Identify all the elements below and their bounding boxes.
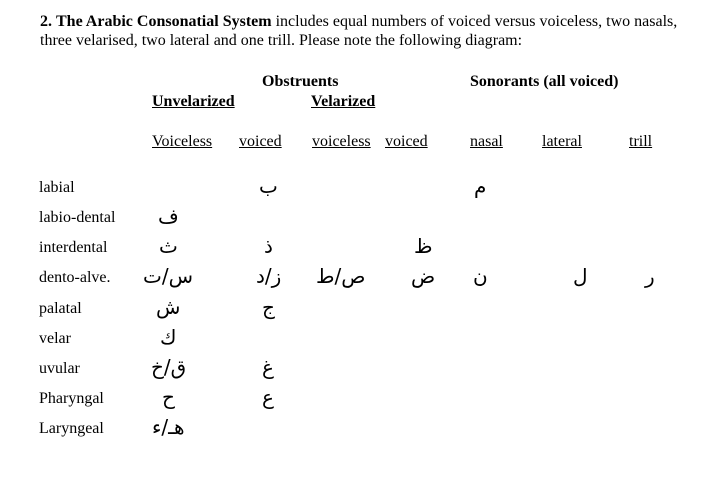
col-velarized-voiced: voiced [385,133,428,150]
letter-cell-voiceless: ش [156,295,181,319]
letter-cell-voiced: غ [262,355,274,379]
letter-cell-vel-voiceless: ص/ط [316,264,366,288]
letter-cell-nasal: م [474,174,487,198]
header-unvelarized: Unvelarized [152,93,235,110]
row-label: labial [39,179,75,196]
letter-cell-vel-voiced: ض [411,264,436,288]
intro-paragraph [40,12,680,50]
row-label: palatal [39,300,82,317]
letter-cell-voiced: ذ [264,234,273,258]
letter-cell-voiceless: ف [158,204,179,228]
row-label: labio-dental [39,209,116,226]
row-label: dento-alve. [39,269,111,286]
row-label: velar [39,330,71,347]
letter-cell-voiced: ع [262,385,274,409]
col-velarized-voiceless: voiceless [312,133,371,150]
letter-cell-vel-voiced: ظ [414,234,433,258]
letter-cell-voiced: ز/د [256,264,282,288]
intro-text: includes equal numbers of voiced versus voiceless, two nasals, three velarised, two lateral and one trill. Please note the following diagram: [40,13,678,49]
letter-cell-voiced: ب [259,174,278,198]
letter-cell-lateral: ل [573,264,588,288]
letter-cell-nasal: ن [473,264,488,288]
letter-cell-voiceless: هـ/ء [152,415,185,439]
col-nasal: nasal [470,133,503,150]
letter-cell-voiceless: ك [160,325,177,349]
letter-cell-voiced: ج [262,295,275,319]
letter-cell-voiceless: ث [159,234,178,258]
header-sonorants: Sonorants (all voiced) [470,73,619,90]
row-label: interdental [39,239,108,256]
header-obstruents: Obstruents [262,73,339,90]
intro-number: 2. [40,13,52,30]
header-velarized: Velarized [311,93,376,110]
letter-cell-voiceless: ح [162,385,175,409]
row-label: Pharyngal [39,390,104,407]
letter-cell-trill: ر [645,264,655,288]
letter-cell-voiceless: ق/خ [151,355,187,379]
col-lateral: lateral [542,133,582,150]
row-label: uvular [39,360,80,377]
letter-cell-voiceless: س/ت [143,264,193,288]
col-voiceless: Voiceless [152,133,213,150]
col-voiced: voiced [239,133,282,150]
row-label: Laryngeal [39,420,104,437]
col-trill: trill [629,133,653,150]
intro-title: The Arabic Consonatial System [56,13,272,30]
